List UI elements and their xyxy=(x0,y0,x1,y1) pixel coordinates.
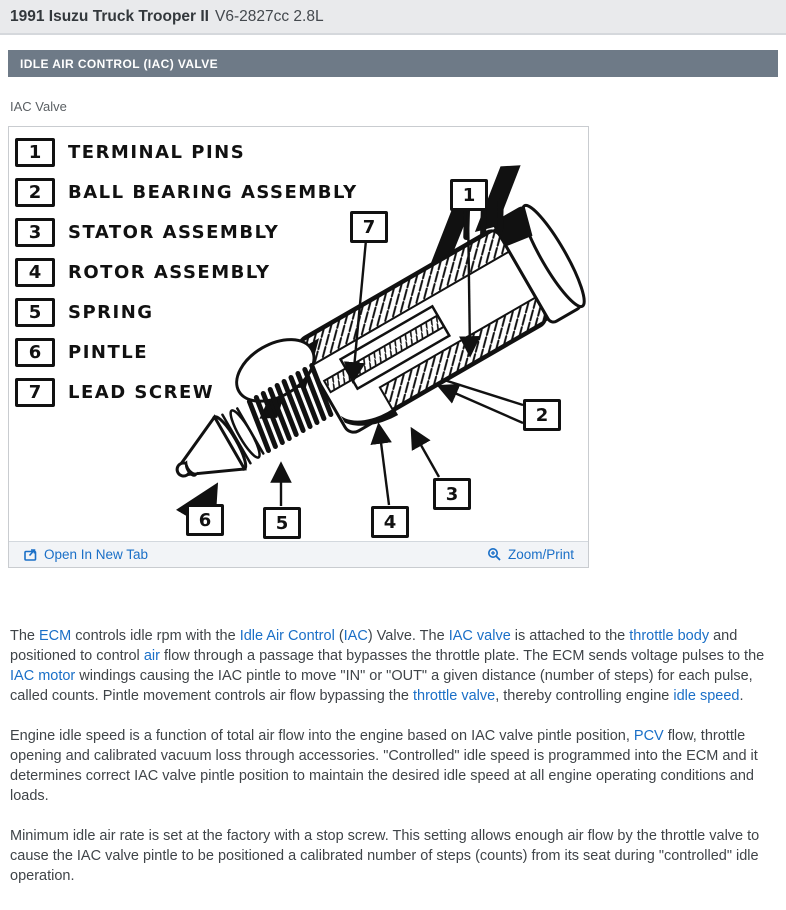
paragraph: Minimum idle air rate is set at the factory with a stop screw. This setting allows enough air flow by the throttle valve to cause the IAC valve pintle to be positioned a calibrated number of steps (counts) from its seat during "controlled" idle operation. xyxy=(10,828,760,884)
figure-toolbar xyxy=(9,541,588,567)
text-link[interactable]: throttle valve xyxy=(412,688,496,704)
section-title: IDLE AIR CONTROL (IAC) VALVE xyxy=(20,56,219,71)
text-link[interactable]: Idle Air Control xyxy=(239,628,335,644)
vehicle-title: 1991 Isuzu Truck Trooper II xyxy=(10,7,209,25)
legend-label: ROTOR ASSEMBLY xyxy=(68,261,271,283)
legend-item xyxy=(15,252,358,292)
text-link[interactable]: air xyxy=(143,648,160,664)
callout-box: 2 xyxy=(523,399,561,431)
open-in-new-tab-label: Open In New Tab xyxy=(44,547,149,562)
text-link[interactable]: IAC motor xyxy=(10,668,76,684)
legend-item xyxy=(15,372,358,412)
legend-label: STATOR ASSEMBLY xyxy=(68,221,280,243)
vehicle-engine: V6-2827cc 2.8L xyxy=(215,7,324,25)
callout-box: 1 xyxy=(450,179,488,211)
legend-number-box: 3 xyxy=(15,218,55,247)
legend-item xyxy=(15,132,358,172)
paragraph: The ECM controls idle rpm with the Idle Air Control (IAC) Valve. The IAC valve is attached to the throttle body and positioned to control air flow through a passage that bypasses the throttle plate. The ECM sends voltage pulses to the IAC motor windings causing the IAC pintle to move "IN" or "OUT" a given distance (number of steps) for each pulse, called counts. Pintle movement controls air flow bypassing the throttle valve, thereby controlling engine idle speed. xyxy=(10,628,765,704)
legend-number-box: 5 xyxy=(15,298,55,327)
callout-box: 4 xyxy=(371,506,409,538)
paragraph: Engine idle speed is a function of total air flow into the engine based on IAC valve pintle position, PCV flow, throttle opening and calibrated vacuum loss through accessories. "Controlled" idle speed is programmed into the ECM and it determines correct IAC valve pintle position to maintain the desired idle speed at all engine operating conditions and loads. xyxy=(10,728,758,804)
legend-item xyxy=(15,332,358,372)
legend-item xyxy=(15,172,358,212)
iac-valve-diagram xyxy=(9,127,588,540)
legend-label: LEAD SCREW xyxy=(68,381,215,403)
legend-number-box: 1 xyxy=(15,138,55,167)
callout-box: 3 xyxy=(433,478,471,510)
zoom-icon xyxy=(487,547,502,562)
legend-label: PINTLE xyxy=(68,341,148,363)
figure-frame xyxy=(8,126,589,568)
text-link[interactable]: IAC valve xyxy=(448,628,511,644)
callout-box: 5 xyxy=(263,507,301,539)
open-in-new-tab-link[interactable] xyxy=(23,547,148,562)
zoom-print-link[interactable] xyxy=(487,547,574,562)
section-header xyxy=(8,50,778,77)
legend-number-box: 6 xyxy=(15,338,55,367)
legend-number-box: 4 xyxy=(15,258,55,287)
text-link[interactable]: PCV xyxy=(633,728,664,744)
diagram-legend xyxy=(15,132,358,412)
legend-number-box: 7 xyxy=(15,378,55,407)
callout-box: 7 xyxy=(350,211,388,243)
text-link[interactable]: IAC xyxy=(343,628,368,644)
page-header xyxy=(0,0,786,35)
text-link[interactable]: ECM xyxy=(39,628,72,644)
callout-box: 6 xyxy=(186,504,224,536)
legend-label: TERMINAL PINS xyxy=(68,141,246,163)
legend-label: SPRING xyxy=(68,301,154,323)
legend-number-box: 2 xyxy=(15,178,55,207)
figure-caption: IAC Valve xyxy=(10,99,67,114)
article-body xyxy=(10,626,778,906)
zoom-print-label: Zoom/Print xyxy=(507,547,574,562)
legend-item xyxy=(15,212,358,252)
text-link[interactable]: idle speed xyxy=(673,688,740,704)
open-in-new-tab-icon xyxy=(23,547,38,562)
legend-item xyxy=(15,292,358,332)
legend-label: BALL BEARING ASSEMBLY xyxy=(68,181,358,203)
text-link[interactable]: throttle body xyxy=(629,628,710,644)
